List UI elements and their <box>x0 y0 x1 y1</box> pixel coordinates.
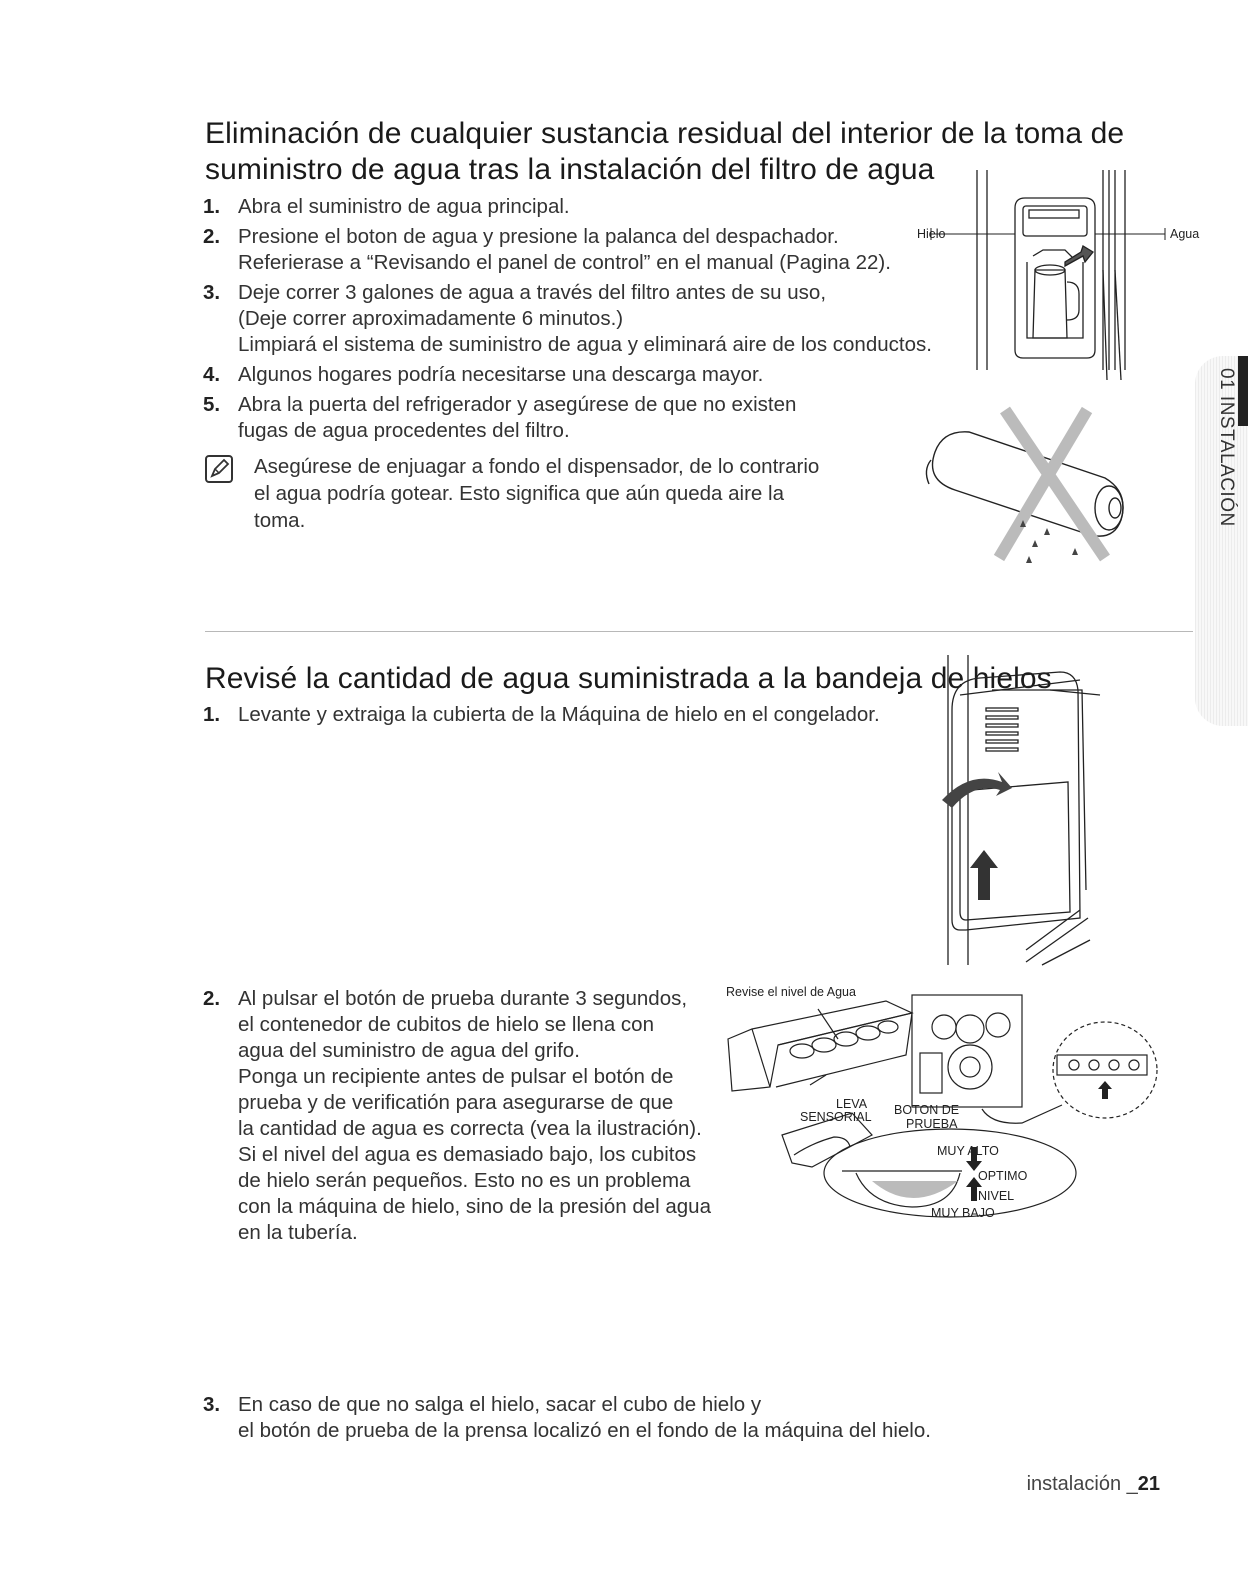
step-number: 1. <box>203 703 221 726</box>
icemaker-cover-illustration <box>930 650 1115 970</box>
chapter-tab-marker <box>1238 356 1248 426</box>
step-text: el botón de prueba de la prensa localizó en el fondo de la máquina del hielo. <box>238 1419 931 1442</box>
page-footer <box>1027 1473 1160 1496</box>
step-text: Abra el suministro de agua principal. <box>238 195 570 218</box>
note-icon <box>204 454 236 486</box>
section-title-residual-line2: suministro de agua tras la instalación del filtro de agua <box>205 153 935 186</box>
label-nivel: NIVEL <box>978 1189 1015 1203</box>
step-text: (Deje correr aproximadamente 6 minutos.) <box>238 307 624 330</box>
step-text: el contenedor de cubitos de hielo se llena con <box>238 1013 654 1036</box>
step-text: Ponga un recipiente antes de pulsar el botón de <box>238 1065 674 1088</box>
note-text: el agua podría gotear. Esto significa que aún queda aire la <box>254 482 784 505</box>
step-number: 3. <box>203 281 221 304</box>
step-text: Si el nivel del agua es demasiado bajo, los cubitos <box>238 1143 697 1166</box>
dispenser-illustration <box>915 170 1195 385</box>
label-muy-alto: MUY ALTO <box>937 1144 999 1158</box>
note-text: Asegúrese de enjuagar a fondo el dispensador, de lo contrario <box>254 455 820 478</box>
page-number: 21 <box>1137 1473 1160 1495</box>
label-sensorial: SENSORIAL <box>800 1110 872 1124</box>
step-number: 3. <box>203 1393 221 1416</box>
label-ice: Hielo <box>917 227 946 241</box>
step-number: 2. <box>203 987 221 1010</box>
step-text: Referierase a “Revisando el panel de control” en el manual (Pagina 22). <box>238 251 891 274</box>
icemaker-mechanism-illustration <box>722 995 1197 1235</box>
step-text: Levante y extraiga la cubierta de la Máquina de hielo en el congelador. <box>238 703 880 726</box>
step-number: 1. <box>203 195 221 218</box>
step-text: Presione el boton de agua y presione la palanca del despachador. <box>238 225 839 248</box>
step-text: agua del suministro de agua del grifo. <box>238 1039 580 1062</box>
label-leva: LEVA <box>836 1097 868 1111</box>
step-text: Algunos hogares podría necesitarse una descarga mayor. <box>238 363 764 386</box>
step-text: Abra la puerta del refrigerador y asegúrese de que no existen <box>238 393 797 416</box>
step-text: Limpiará el sistema de suministro de agua y eliminará aire de los conductos. <box>238 333 932 356</box>
note-text: toma. <box>254 509 306 532</box>
label-optimo: OPTIMO <box>978 1169 1028 1183</box>
step-text: con la máquina de hielo, sino de la presión del agua <box>238 1195 711 1218</box>
footer-label: instalación _ <box>1026 1473 1138 1495</box>
step-text: en la tubería. <box>238 1221 358 1244</box>
step-text: Deje correr 3 galones de agua a través del filtro antes de su uso, <box>238 281 827 304</box>
step-number: 2. <box>203 225 221 248</box>
step-text: Al pulsar el botón de prueba durante 3 segundos, <box>238 987 688 1010</box>
label-prueba: PRUEBA <box>906 1117 958 1131</box>
step-text: En caso de que no salga el hielo, sacar el cubo de hielo y <box>238 1393 762 1416</box>
step-text: prueba y de verificatión para asegurarse de que <box>238 1091 674 1114</box>
label-check-water-level: Revise el nivel de Agua <box>726 985 856 999</box>
section-title-ice-tray: Revisé la cantidad de agua suministrada a la bandeja de hielos <box>205 662 1052 695</box>
chapter-tab-label: 01 INSTALACIÓN <box>1216 368 1237 527</box>
label-water: Agua <box>1170 227 1200 241</box>
section-title-residual: Eliminación de cualquier sustancia residual del interior de la toma de <box>205 117 1125 150</box>
step-text: la cantidad de agua es correcta (vea la ilustración). <box>238 1117 702 1140</box>
step-number: 4. <box>203 363 221 386</box>
label-muy-bajo: MUY BAJO <box>931 1206 995 1220</box>
water-filter-illustration <box>915 408 1145 583</box>
step-text: fugas de agua procedentes del filtro. <box>238 419 570 442</box>
section-divider <box>205 631 1193 632</box>
chapter-tab <box>1195 356 1248 726</box>
step-text: de hielo serán pequeños. Esto no es un problema <box>238 1169 691 1192</box>
label-boton-de: BOTON DE <box>894 1103 960 1117</box>
step-number: 5. <box>203 393 221 416</box>
